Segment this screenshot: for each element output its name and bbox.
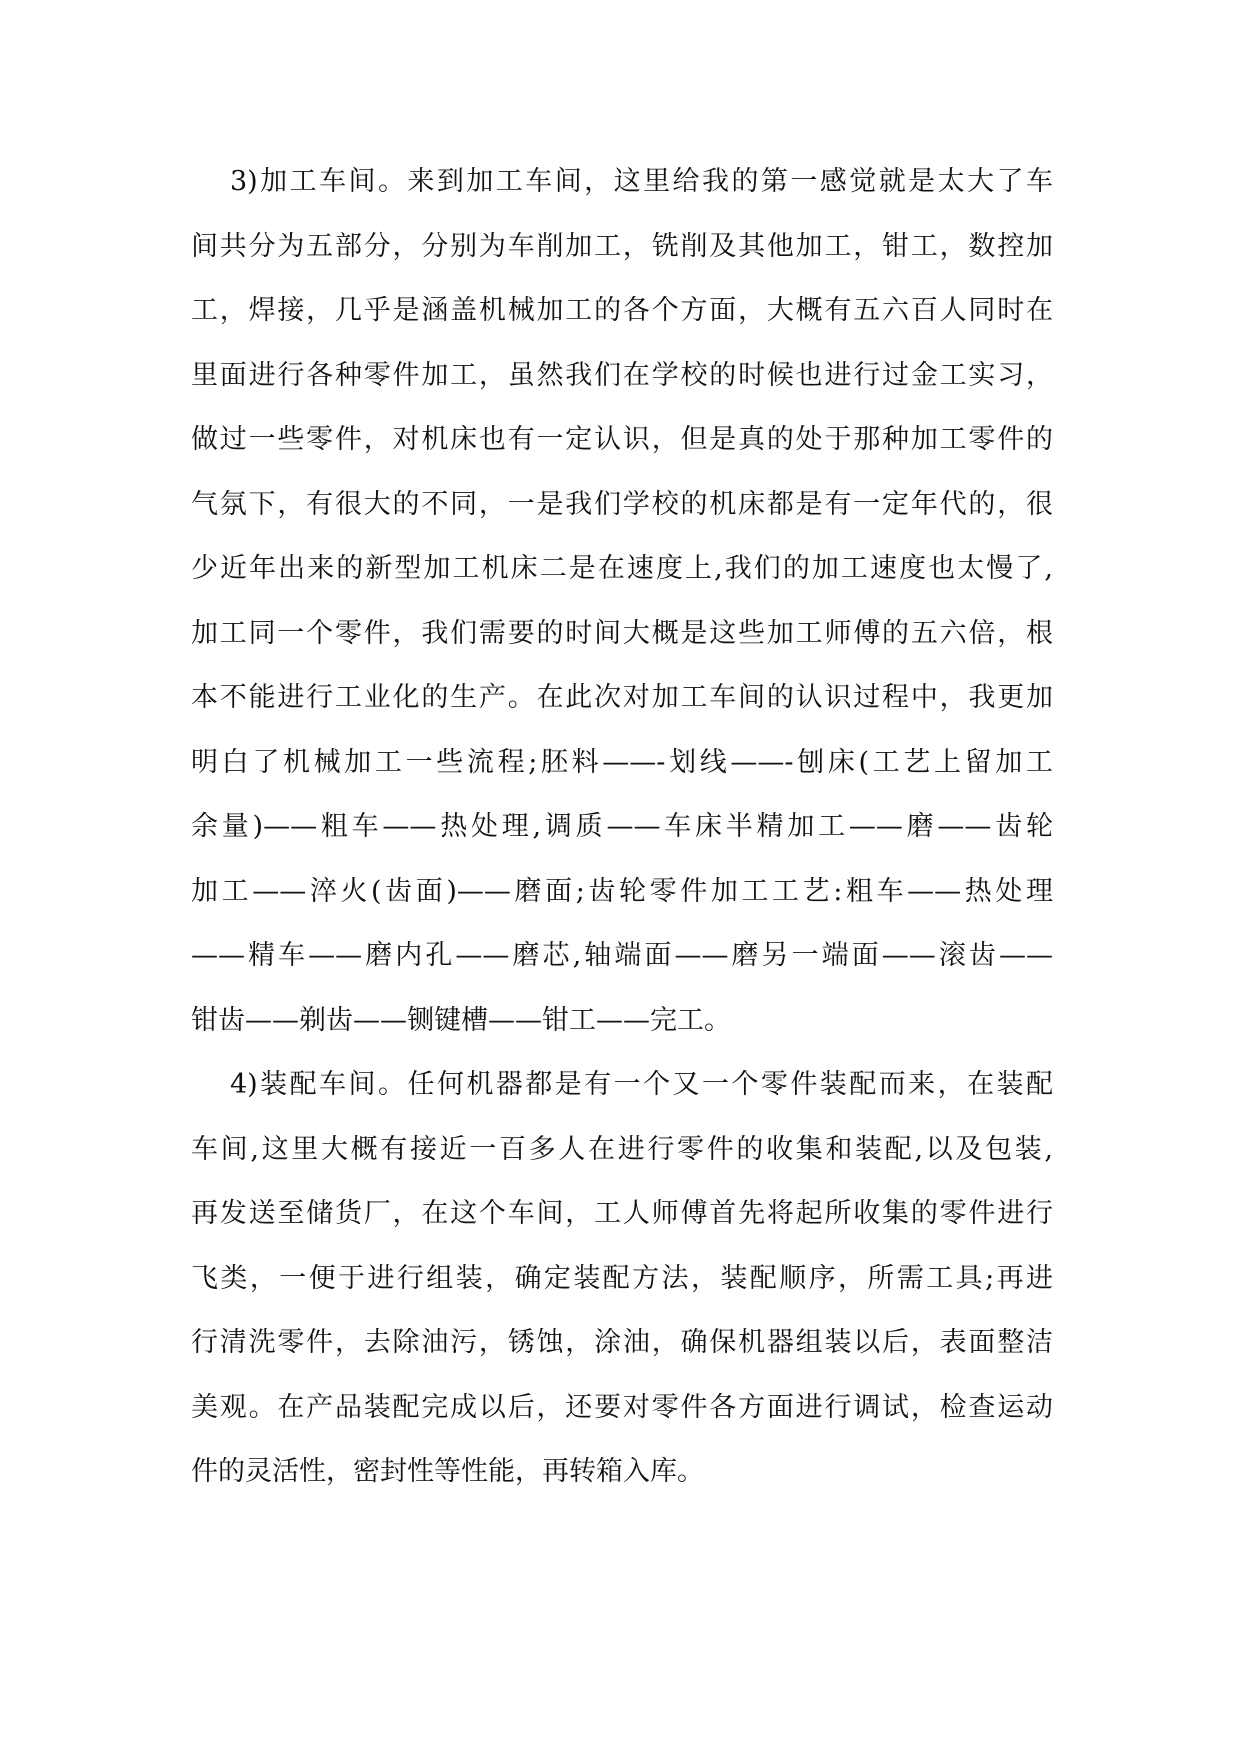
text-line: 做过一些零件，对机床也有一定认识，但是真的处于那种加工零件的	[191, 424, 1053, 455]
text-line: 车间,这里大概有接近一百多人在进行零件的收集和装配,以及包装,	[191, 1133, 1053, 1165]
text-line: ——精车——磨内孔——磨芯,轴端面——磨另一端面——滚齿——	[191, 940, 1053, 971]
text-line: 飞类，一便于进行组装，确定装配方法，装配顺序，所需工具;再进	[191, 1262, 1053, 1294]
text-line: 3)加工车间。来到加工车间，这里给我的第一感觉就是太大了车	[230, 166, 1053, 197]
text-line: 加工同一个零件，我们需要的时间大概是这些加工师傅的五六倍，根	[191, 617, 1053, 649]
text-line: 间共分为五部分，分别为车削加工，铣削及其他加工，钳工，数控加	[191, 230, 1053, 262]
text-line: 少近年出来的新型加工机床二是在速度上,我们的加工速度也太慢了,	[191, 553, 1053, 584]
text-line: 里面进行各种零件加工，虽然我们在学校的时候也进行过金工实习，	[191, 359, 1053, 391]
text-line: 钳齿——剃齿——铡键槽——钳工——完工。	[191, 1004, 731, 1036]
text-line: 4)装配车间。任何机器都是有一个又一个零件装配而来，在装配	[230, 1069, 1053, 1100]
text-line: 加工——淬火(齿面)——磨面;齿轮零件加工工艺:粗车——热处理	[191, 875, 1053, 907]
paragraph-processing-workshop	[191, 150, 1053, 1053]
text-line: 工，焊接，几乎是涵盖机械加工的各个方面，大概有五六百人同时在	[191, 295, 1053, 326]
text-line: 行清洗零件，去除油污，锈蚀，涂油，确保机器组装以后，表面整洁	[191, 1327, 1053, 1358]
text-line: 本不能进行工业化的生产。在此次对加工车间的认识过程中，我更加	[191, 682, 1053, 713]
document-body	[191, 150, 1053, 1505]
paragraph-assembly-workshop	[191, 1053, 1053, 1505]
text-line: 气氛下，有很大的不同，一是我们学校的机床都是有一定年代的，很	[191, 488, 1053, 520]
text-line: 件的灵活性，密封性等性能，再转箱入库。	[191, 1456, 704, 1487]
text-line: 明白了机械加工一些流程;胚料——-划线——-刨床(工艺上留加工	[191, 746, 1053, 778]
text-line: 美观。在产品装配完成以后，还要对零件各方面进行调试，检查运动	[191, 1391, 1053, 1423]
text-line: 余量)——粗车——热处理,调质——车床半精加工——磨——齿轮	[191, 811, 1053, 842]
text-line: 再发送至储货厂，在这个车间，工人师傅首先将起所收集的零件进行	[191, 1198, 1053, 1229]
